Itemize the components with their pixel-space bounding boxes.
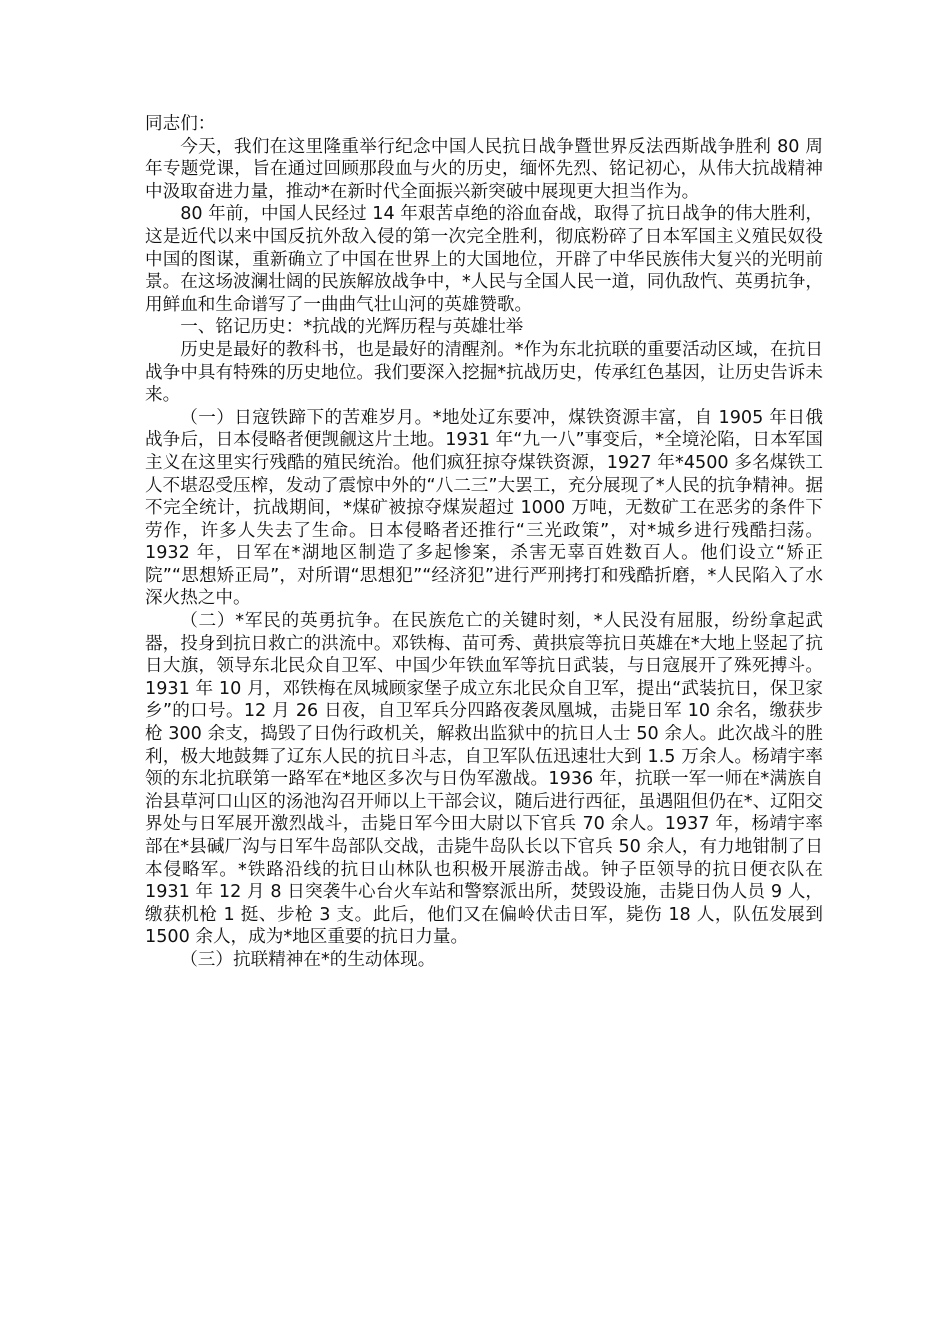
subsection-heading-3: （三）抗联精神在*的生动体现。 xyxy=(180,949,436,970)
paragraph-section-intro: 历史是最好的教科书，也是最好的清醒剂。*作为东北抗联的重要活动区域，在抗日战争中具有特殊的历史地位。我们要深入挖掘*抗战历史，传承红色基因，让历史告诉未来。 xyxy=(145,339,823,406)
section-heading-1: 一、铭记历史：*抗战的光辉历程与英雄壮举 xyxy=(180,317,524,338)
paragraph-intro: 今天，我们在这里隆重举行纪念中国人民抗日战争暨世界反法西斯战争胜利 80 周年专题党课，旨在通过回顾那段血与火的历史，缅怀先烈、铭记初心，从伟大抗战精神中汲取奋进力量，推动*在新时代全面振兴新突破中展现更大担当作为。 xyxy=(145,136,823,202)
document-page xyxy=(145,113,823,972)
paragraph-history: 80 年前，中国人民经过 14 年艰苦卓绝的浴血奋战，取得了抗日战争的伟大胜利，这是近代以来中国反抗外敌入侵的第一次完全胜利，彻底粉碎了日本军国主义殖民奴役中国的图谋，重新确立了中国在世界上的大国地位，开辟了中华民族伟大复兴的光明前景。在这场波澜壮阔的民族解放战争中，*人民与全国人民一道，同仇敌忾、英勇抗争，用鲜血和生命谱写了一曲曲气壮山河的英雄赞歌。 xyxy=(145,204,823,315)
salutation: 同志们： xyxy=(145,114,216,134)
paragraph-subsection-2: （二）*军民的英勇抗争。在民族危亡的关键时刻，*人民没有屈服，纷纷拿起武器，投身到抗日救亡的洪流中。邓铁梅、苗可秀、黄拱宸等抗日英雄在*大地上竖起了抗日大旗，领导东北民众自卫军、中国少年铁血军等抗日武装，与日寇展开了殊死搏斗。1931 年 10 月，邓铁梅在凤城顾家堡子成立东北民众自卫军，提出“武装抗日，保卫家乡”的口号。12 月 26 日夜，自卫军兵分四路夜袭凤凰城，击毙日军 10 余名，缴获步枪 300 余支，捣毁了日伪行政机关，解救出监狱中的抗日人士 50 余人。此次战斗的胜利，极大地鼓舞了辽东人民的抗日斗志，自卫军队伍迅速壮大到 1.5 万余人。杨靖宇率领的东北抗联第一路军在*地区多次与日伪军激战。1936 年，抗联一军一师在*满族自治县草河口山区的汤池沟召开师以上干部会议，随后进行西征，虽遇阻但仍在*、辽阳交界处与日军展开激烈战斗，击毙日军今田大尉以下官兵 70 余人。1937 年，杨靖宇率部在*县碱厂沟与日军牛岛部队交战，击毙牛岛队长以下官兵 50 余人，有力地钳制了日本侵略军。*铁路沿线的抗日山林队也积极开展游击战。钟子臣领导的抗日便衣队在 1931 年 12 月 8 日突袭牛心台火车站和警察派出所，焚毁设施，击毙日伪人员 9 人，缴获机枪 1 挺、步枪 3 支。此后，他们又在偏岭伏击日军，毙伤 18 人，队伍发展到 1500 余人，成为*地区重要的抗日力量。 xyxy=(145,611,823,948)
paragraph-subsection-1: （一）日寇铁蹄下的苦难岁月。*地处辽东要冲，煤铁资源丰富，自 1905 年日俄战争后，日本侵略者便觊觎这片土地。1931 年“九一八”事变后，*全境沦陷，日本军国主义在这里实行残酷的殖民统治。他们疯狂掠夺煤铁资源，1927 年*4500 多名煤铁工人不堪忍受压榨，发动了震惊中外的“八二三”大罢工，充分展现了*人民的抗争精神。据不完全统计，抗战期间，*煤矿被掠夺煤炭超过 1000 万吨，无数矿工在恶劣的条件下劳作，许多人失去了生命。日本侵略者还推行“三光政策”，对*城乡进行残酷扫荡。1932 年，日军在*湖地区制造了多起惨案，杀害无辜百姓数百人。他们设立“矫正院”“思想矫正局”，对所谓“思想犯”“经济犯”进行严刑拷打和残酷折磨，*人民陷入了水深火热之中。 xyxy=(145,407,823,609)
